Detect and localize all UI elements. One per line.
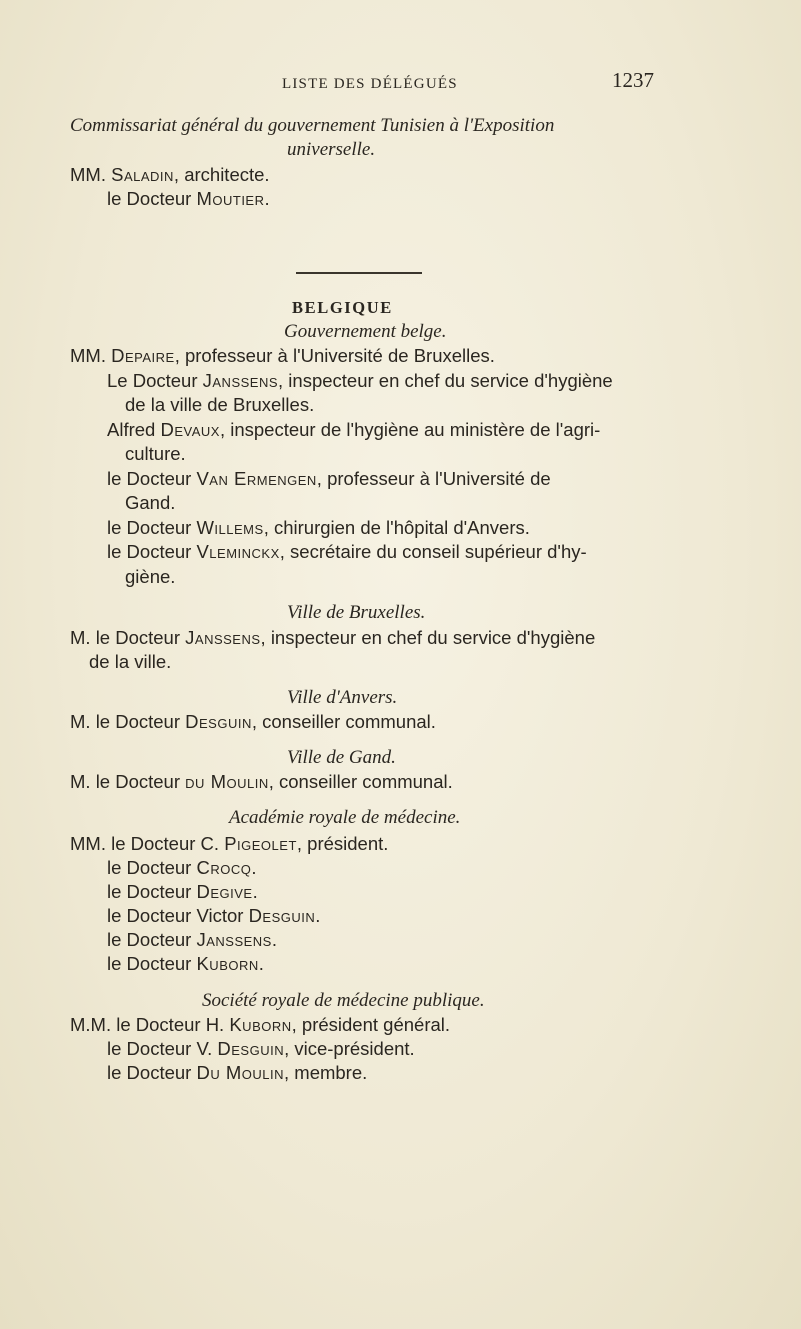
delegate-entry: le Docteur Du Moulin, membre. bbox=[107, 1062, 368, 1083]
running-title: LISTE DES DÉLÉGUÉS bbox=[282, 76, 458, 92]
delegate-name: du Moulin bbox=[185, 771, 269, 792]
delegate-name: Willems bbox=[196, 517, 264, 538]
delegate-entry: le Docteur Vleminckx, secrétaire du conseil supérieur d'hy- bbox=[107, 541, 587, 562]
section-heading-tunisia: Commissariat général du gouvernement Tunisien à l'Exposition bbox=[70, 115, 555, 136]
delegate-name: Vleminckx bbox=[196, 541, 280, 562]
delegate-entry: le Docteur Victor Desguin. bbox=[107, 905, 321, 926]
delegate-name: Desguin bbox=[185, 711, 252, 732]
delegate-name: Depaire bbox=[111, 345, 175, 366]
delegate-entry: le Docteur Van Ermengen, professeur à l'Université de bbox=[107, 468, 551, 489]
delegate-entry: le Docteur Janssens. bbox=[107, 929, 277, 950]
delegate-entry: Alfred Devaux, inspecteur de l'hygiène au ministère de l'agri- bbox=[107, 419, 601, 440]
delegate-name: Devaux bbox=[160, 419, 220, 440]
delegate-name: Pigeolet bbox=[224, 833, 297, 854]
delegate-name: Janssens bbox=[196, 929, 272, 950]
delegate-entry: Le Docteur Janssens, inspecteur en chef du service d'hygiène bbox=[107, 370, 613, 391]
delegate-name: Moutier bbox=[196, 188, 265, 209]
delegate-name: Kuborn bbox=[196, 953, 259, 974]
delegate-entry: MM. Saladin, architecte. bbox=[70, 164, 270, 185]
delegate-name: Desguin bbox=[217, 1038, 285, 1059]
entry-continuation: Gand. bbox=[125, 492, 176, 513]
country-heading: BELGIQUE bbox=[292, 298, 393, 317]
delegate-name: Kuborn bbox=[229, 1014, 292, 1035]
delegate-entry: M. le Docteur Janssens, inspecteur en chef du service d'hygiène bbox=[70, 627, 596, 648]
delegate-entry: MM. le Docteur C. Pigeolet, président. bbox=[70, 833, 389, 854]
delegate-name: Degive bbox=[196, 881, 253, 902]
delegate-name: Crocq bbox=[196, 857, 252, 878]
page-header bbox=[0, 68, 801, 100]
delegate-entry: M. le Docteur du Moulin, conseiller communal. bbox=[70, 771, 453, 792]
entry-continuation: de la ville. bbox=[89, 651, 172, 672]
delegate-entry: M.M. le Docteur H. Kuborn, président général. bbox=[70, 1014, 451, 1035]
entry-continuation: de la ville de Bruxelles. bbox=[125, 394, 315, 415]
delegate-entry: le Docteur Degive. bbox=[107, 881, 258, 902]
entry-continuation: culture. bbox=[125, 443, 186, 464]
delegate-entry: MM. Depaire, professeur à l'Université de Bruxelles. bbox=[70, 345, 495, 366]
entry-continuation: giène. bbox=[125, 566, 176, 587]
delegate-name: Janssens bbox=[202, 370, 279, 391]
delegate-name: Saladin bbox=[111, 164, 174, 185]
delegate-entry: le Docteur Willems, chirurgien de l'hôpital d'Anvers. bbox=[107, 517, 530, 538]
section-divider bbox=[296, 272, 422, 274]
subsection-heading: Société royale de médecine publique. bbox=[202, 990, 485, 1011]
subsection-heading: Ville de Bruxelles. bbox=[287, 602, 426, 623]
delegate-entry: le Docteur Crocq. bbox=[107, 857, 257, 878]
delegate-entry: le Docteur Moutier. bbox=[107, 188, 270, 209]
delegate-entry: le Docteur Kuborn. bbox=[107, 953, 264, 974]
delegate-name: Janssens bbox=[185, 627, 261, 648]
subsection-heading: Ville d'Anvers. bbox=[287, 687, 398, 708]
delegate-entry: le Docteur V. Desguin, vice-président. bbox=[107, 1038, 415, 1059]
subsection-heading: Ville de Gand. bbox=[287, 747, 396, 768]
page-number: 1237 bbox=[612, 68, 654, 92]
subsection-heading: Gouvernement belge. bbox=[284, 321, 447, 342]
delegate-name: Desguin bbox=[248, 905, 316, 926]
delegate-name: Du Moulin bbox=[196, 1062, 284, 1083]
delegate-name: Van Ermengen bbox=[196, 468, 317, 489]
subsection-heading: Académie royale de médecine. bbox=[229, 807, 461, 828]
delegate-entry: M. le Docteur Desguin, conseiller communal. bbox=[70, 711, 436, 732]
section-heading-tunisia-cont: universelle. bbox=[287, 139, 376, 160]
